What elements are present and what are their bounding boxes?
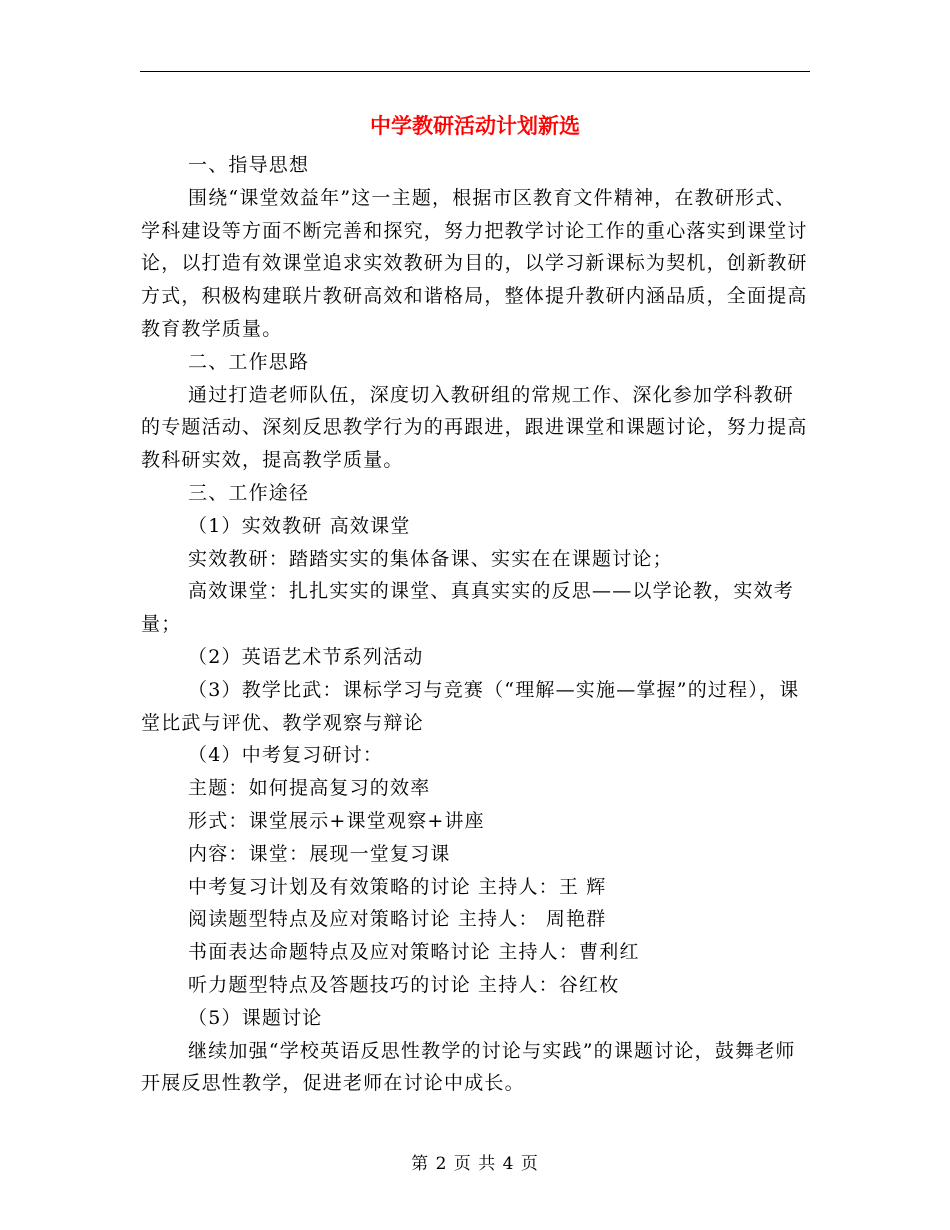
item-teaching-competition: （3）教学比武：课标学习与竞赛（“理解—实施—掌握”的过程），课堂比武与评优、教学观察与辩论	[141, 678, 800, 734]
line-effective-research: 实效教研：踏踏实实的集体备课、实实在在课题讨论；	[188, 547, 673, 570]
header-rule	[140, 71, 810, 72]
paragraph-project-discussion: 继续加强“学校英语反思性教学的讨论与实践”的课题讨论，鼓舞老师开展反思性教学，促进老师在讨论中成长。	[141, 1039, 796, 1095]
document-body	[141, 149, 811, 1100]
line-session-reading: 阅读题型特点及应对策略讨论 主持人： 周艳群	[188, 908, 607, 931]
item-exam-review-seminar: （4）中考复习研讨：	[188, 744, 384, 767]
line-theme: 主题：如何提高复习的效率	[188, 777, 431, 800]
line-session-writing: 书面表达命题特点及应对策略讨论 主持人：曹利红	[188, 941, 640, 964]
section-heading-guiding-ideology: 一、指导思想	[188, 154, 310, 176]
item-english-art-festival: （2）英语艺术节系列活动	[188, 645, 424, 668]
paragraph-work-approach: 通过打造老师队伍，深度切入教研组的常规工作、深化参加学科教研的专题活动、深刻反思教学行为的再跟进，跟进课堂和课题讨论，努力提高教科研实效，提高教学质量。	[141, 383, 808, 472]
line-format: 形式：课堂展示+课堂观察+讲座	[188, 809, 485, 832]
line-session-listening: 听力题型特点及答题技巧的讨论 主持人：谷红枚	[188, 973, 620, 996]
section-heading-work-channels: 三、工作途径	[188, 481, 310, 504]
line-session-review-plan: 中考复习计划及有效策略的讨论 主持人：王 辉	[188, 875, 607, 898]
paragraph-guiding-ideology: 围绕“课堂效益年”这一主题，根据市区教育文件精神，在教研形式、学科建设等方面不断完善和探究，努力把教学讨论工作的重心落实到课堂讨论，以打造有效课堂追求实效教研为目的，以学习新课标为契机，创新教研方式，积极构建联片教研高效和谐格局，整体提升教研内涵品质，全面提高教育教学质量。	[141, 186, 808, 340]
section-heading-work-approach: 二、工作思路	[188, 350, 310, 373]
item-project-discussion: （5）课题讨论	[188, 1006, 323, 1029]
line-efficient-classroom: 高效课堂：扎扎实实的课堂、真真实实的反思——以学论教，实效考量；	[141, 580, 795, 636]
line-content: 内容：课堂：展现一堂复习课	[188, 842, 451, 865]
item-effective-research: （1）实效教研 高效课堂	[188, 514, 411, 537]
page-number: 第 2 页 共 4 页	[411, 1154, 539, 1174]
document-title: 中学教研活动计划新选	[370, 113, 580, 138]
